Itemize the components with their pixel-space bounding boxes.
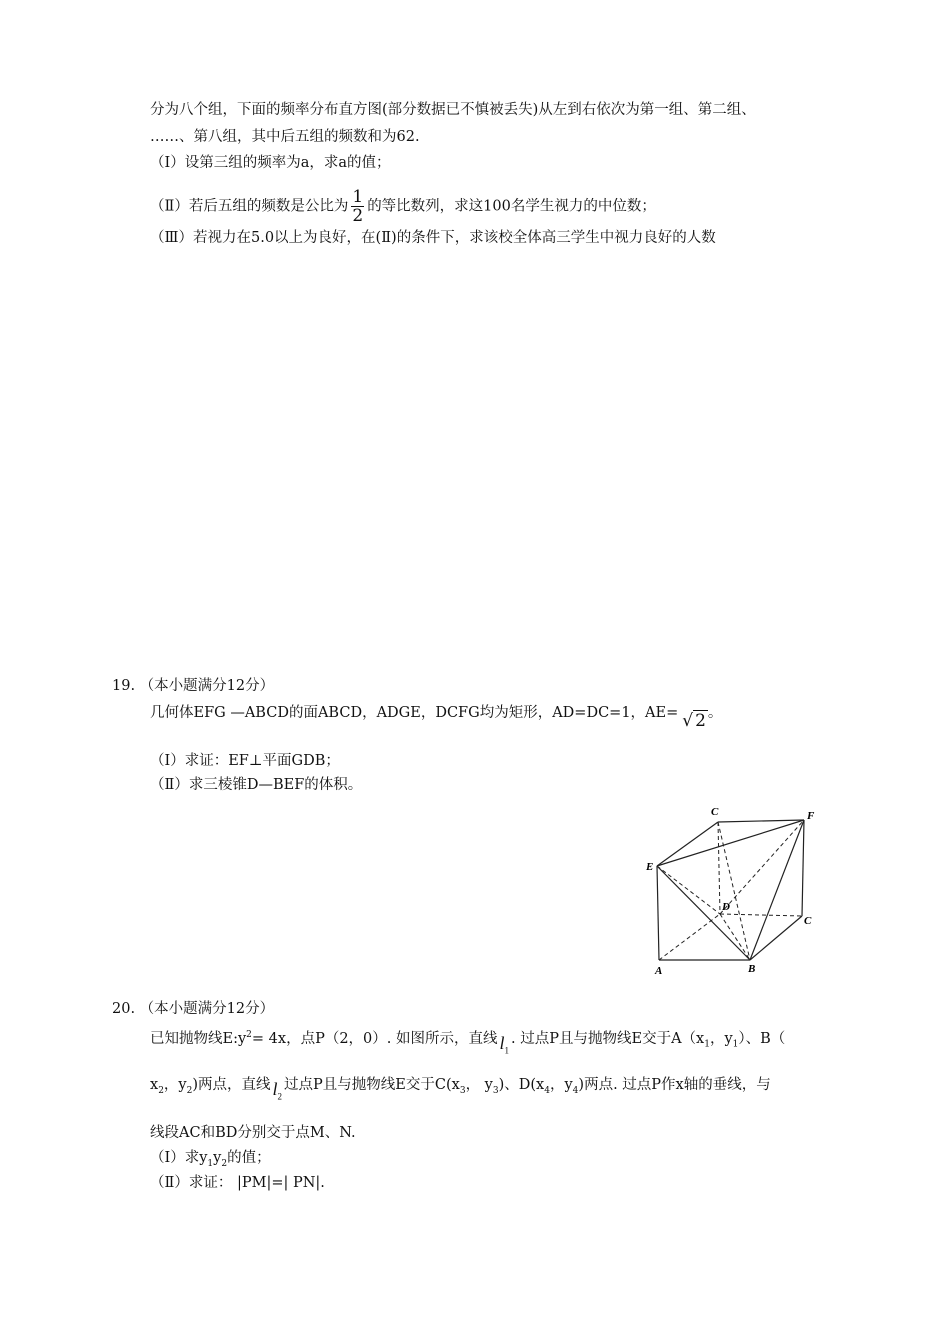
q18-part2-pre: （Ⅱ）若后五组的频数是公比为 — [150, 198, 349, 215]
line-l2-symbol — [272, 1079, 283, 1102]
ell-letter: l — [499, 1032, 505, 1053]
subscript: 1 — [704, 1039, 710, 1050]
edge-BC — [750, 916, 802, 960]
subscript: 2 — [186, 1085, 193, 1096]
vertex-label-C: C — [804, 915, 812, 927]
q20-text: 过点P且与抛物线E交于C(x — [284, 1077, 460, 1093]
q18-part1: （Ⅰ）设第三组的频率为a，求a的值； — [150, 155, 391, 171]
q20-line2 — [150, 1073, 771, 1101]
vertex-label-E: E — [646, 861, 654, 873]
q19-stem — [150, 702, 723, 731]
vertex-label-F: F — [807, 810, 815, 822]
q19-part1: （I）求证：EF⊥平面GDB； — [150, 753, 340, 769]
vertex-label-A: A — [655, 965, 663, 977]
q19-stem-pre: 几何体EFG —ABCD的面ABCD，ADGE，DCFG均为矩形，AD=DC=1，AE= — [150, 705, 679, 721]
subscript: 1 — [504, 1045, 510, 1056]
subscript: 3 — [459, 1085, 466, 1096]
fraction-denominator: 2 — [352, 206, 364, 226]
q19-part2: （Ⅱ）求三棱锥D—BEF的体积。 — [150, 777, 363, 793]
ell-letter: l — [272, 1079, 278, 1099]
q18-text-line1: 分为八个组，下面的频率分布直方图(部分数据已不慎被丢失)从左到右依次为第一组、第二组、 — [150, 102, 756, 118]
q20-part1 — [150, 1148, 271, 1174]
q20-text: x — [150, 1077, 159, 1093]
edge-DF — [720, 820, 804, 914]
q19-geometry-figure — [640, 800, 830, 980]
q20-text: ， y — [465, 1077, 493, 1093]
q19-stem-post: 。 — [707, 705, 723, 721]
subscript: 2 — [277, 1091, 283, 1102]
q18-part3: （Ⅲ）若视力在5.0以上为良好，在(Ⅱ)的条件下，求该校全体高三学生中视力良好的人数 — [150, 230, 716, 246]
edge-EF — [657, 820, 804, 866]
q18-part2-post: 的等比数列，求这100名学生视力的中位数； — [367, 198, 656, 215]
subscript: 1 — [732, 1039, 739, 1050]
q20-text: y — [213, 1150, 222, 1166]
q20-text: 已知抛物线E:y — [150, 1030, 247, 1047]
subscript: 2 — [158, 1085, 164, 1096]
edge-EB — [657, 866, 750, 960]
edge-GB — [718, 822, 750, 960]
q20-text: ，y — [709, 1030, 733, 1047]
subscript: 4 — [572, 1085, 579, 1096]
vertex-label-G: C — [711, 806, 719, 818]
q20-text: （I）求y — [150, 1150, 208, 1166]
sqrt-radicand: 2 — [695, 711, 706, 731]
edge-BF — [750, 820, 804, 960]
edge-GD — [718, 822, 720, 914]
q20-text: )、D(x — [498, 1077, 545, 1093]
subscript: 3 — [492, 1085, 499, 1096]
edge-AD — [659, 914, 720, 960]
fraction-numerator: 1 — [352, 187, 364, 207]
q20-text: 的值； — [227, 1150, 271, 1166]
edge-ED — [657, 866, 720, 914]
edge-DB — [720, 914, 750, 960]
sqrt-expression: √ 2 — [682, 711, 706, 731]
vertex-label-B: B — [748, 963, 756, 975]
edge-EG — [657, 822, 718, 866]
q20-text: . 过点P且与抛物线E交于A（x — [511, 1030, 705, 1047]
superscript: 2 — [246, 1030, 252, 1040]
vertex-label-D: D — [722, 901, 730, 913]
q20-line3: 线段AC和BD分别交于点M、N. — [150, 1125, 356, 1141]
q20-text: ）、B（ — [738, 1030, 786, 1047]
q20-text: ，y — [163, 1077, 187, 1093]
subscript: 4 — [544, 1085, 550, 1096]
edge-CF — [802, 820, 804, 916]
q19-header: 19. （本小题满分12分） — [112, 678, 275, 694]
edge-GF — [718, 820, 804, 822]
q20-text: ，y — [549, 1077, 573, 1093]
q18-text-line2: ……、第八组，其中后五组的频数和为62. — [150, 129, 420, 145]
subscript: 1 — [207, 1158, 214, 1169]
q18-fraction — [351, 188, 364, 225]
q20-text: )两点. 过点P作x轴的垂线，与 — [578, 1077, 771, 1093]
edge-DC — [720, 914, 802, 916]
geometry-diagram — [640, 800, 830, 980]
q20-header: 20. （本小题满分12分） — [112, 1001, 275, 1017]
q20-part2: （Ⅱ）求证： |PM|=| PN|. — [150, 1175, 325, 1191]
q18-part2 — [150, 188, 656, 225]
subscript: 2 — [221, 1158, 228, 1169]
q20-text: )两点，直线 — [192, 1077, 271, 1093]
edge-EA — [657, 866, 659, 960]
q20-line1 — [150, 1025, 785, 1055]
q20-text: = 4x，点P（2，0）. 如图所示，直线 — [251, 1030, 498, 1047]
line-l1-symbol — [499, 1032, 510, 1056]
